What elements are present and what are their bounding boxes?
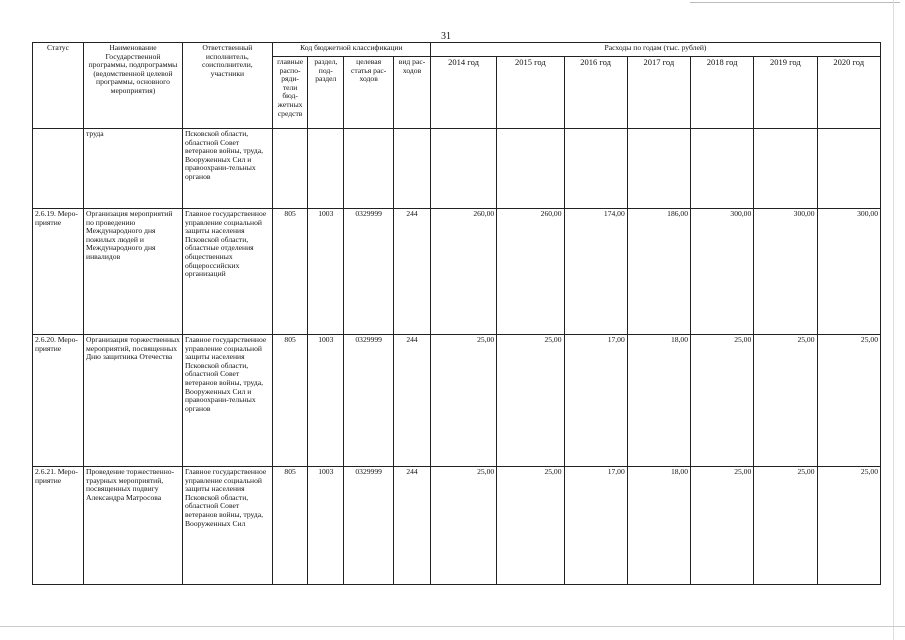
cell-status: 2.6.20. Меро-приятие (33, 335, 84, 467)
header-budget-sub: главные распо-ряди-тели бюд-жетных средств (272, 57, 308, 129)
header-name: Наименование Государственной программы, подпрограммы (ведомственной целевой программы, основного мероприятия) (84, 43, 183, 129)
header-year: 2019 год (754, 57, 817, 129)
scan-artifact-top (690, 2, 900, 3)
table-row (33, 335, 881, 467)
cell-code: 1003 (308, 467, 344, 585)
cell-value: 25,00 (754, 335, 817, 467)
cell-responsible: Главное государственное управление социальной защиты населения Псковской области, областные отделения общественных общероссийских организаций (182, 209, 272, 335)
cell-status: 2.6.21. Меро-приятие (33, 467, 84, 585)
cell-value: 174,00 (564, 209, 627, 335)
header-year: 2015 год (497, 57, 564, 129)
cell-value: 18,00 (627, 467, 690, 585)
cell-value: 17,00 (564, 335, 627, 467)
cell-value: 300,00 (691, 209, 754, 335)
cell-code: 244 (394, 335, 431, 467)
cell-value (430, 129, 496, 209)
cell-code (272, 129, 308, 209)
cell-responsible: Главное государственное управление социальной защиты населения Псковской области, областной Совет ветеранов войны, труда, Вооруженных Сил (182, 467, 272, 585)
header-year: 2016 год (564, 57, 627, 129)
cell-value: 300,00 (817, 209, 880, 335)
cell-value: 186,00 (627, 209, 690, 335)
budget-table (32, 42, 881, 585)
cell-code: 0329999 (344, 335, 394, 467)
header-expenses: Расходы по годам (тыс. рублей) (430, 43, 880, 57)
cell-code (344, 129, 394, 209)
cell-value (691, 129, 754, 209)
cell-code: 0329999 (344, 467, 394, 585)
cell-value (497, 129, 564, 209)
header-year: 2020 год (817, 57, 880, 129)
header-year: 2014 год (430, 57, 496, 129)
header-budget-code: Код бюджетной классификации (272, 43, 430, 57)
header-year: 2018 год (691, 57, 754, 129)
header-budget-sub: вид рас-ходов (394, 57, 431, 129)
cell-value: 260,00 (430, 209, 496, 335)
header-budget-sub: раздел, под-раздел (308, 57, 344, 129)
cell-value: 25,00 (691, 335, 754, 467)
header-year: 2017 год (627, 57, 690, 129)
cell-value: 17,00 (564, 467, 627, 585)
table-row (33, 129, 881, 209)
cell-value (754, 129, 817, 209)
cell-value: 260,00 (497, 209, 564, 335)
cell-code: 805 (272, 335, 308, 467)
page-number: 31 (441, 31, 451, 42)
table-row (33, 209, 881, 335)
cell-value: 25,00 (817, 467, 880, 585)
scan-artifact-edge (893, 0, 894, 640)
cell-status: 2.6.19. Меро-приятие (33, 209, 84, 335)
cell-code: 244 (394, 209, 431, 335)
cell-value: 25,00 (497, 335, 564, 467)
cell-name: Организация мероприятий по проведению Международного дня пожилых людей и Международного дня инвалидов (84, 209, 183, 335)
cell-value: 18,00 (627, 335, 690, 467)
cell-code: 1003 (308, 335, 344, 467)
header-budget-sub: целевая статья рас-ходов (344, 57, 394, 129)
cell-status (33, 129, 84, 209)
cell-name: Организация торжественных мероприятий, посвященных Дню защитника Отечества (84, 335, 183, 467)
cell-code (394, 129, 431, 209)
cell-value: 25,00 (691, 467, 754, 585)
header-responsible: Ответственный исполнитель, соисполнители, участники (182, 43, 272, 129)
cell-code (308, 129, 344, 209)
cell-value: 25,00 (430, 467, 496, 585)
cell-responsible: Псковской области, областной Совет ветеранов войны, труда, Вооруженных Сил и правоохрани-тельных органов (182, 129, 272, 209)
cell-code: 0329999 (344, 209, 394, 335)
cell-value (817, 129, 880, 209)
cell-name: труда (84, 129, 183, 209)
cell-code: 1003 (308, 209, 344, 335)
cell-value: 25,00 (497, 467, 564, 585)
cell-value: 25,00 (754, 467, 817, 585)
scan-artifact-bottom (0, 626, 905, 627)
cell-code: 805 (272, 209, 308, 335)
cell-code: 805 (272, 467, 308, 585)
cell-name: Проведение торжественно-траурных мероприятий, посвященных подвигу Александра Матросова (84, 467, 183, 585)
cell-value: 25,00 (817, 335, 880, 467)
table-row (33, 467, 881, 585)
cell-value: 25,00 (430, 335, 496, 467)
cell-value (627, 129, 690, 209)
cell-value (564, 129, 627, 209)
cell-value: 300,00 (754, 209, 817, 335)
header-status: Статус (33, 43, 84, 129)
cell-code: 244 (394, 467, 431, 585)
cell-responsible: Главное государственное управление социальной защиты населения Псковской области, областной Совет ветеранов войны, труда, Вооруженных Сил и правоохрани-тельных органов (182, 335, 272, 467)
